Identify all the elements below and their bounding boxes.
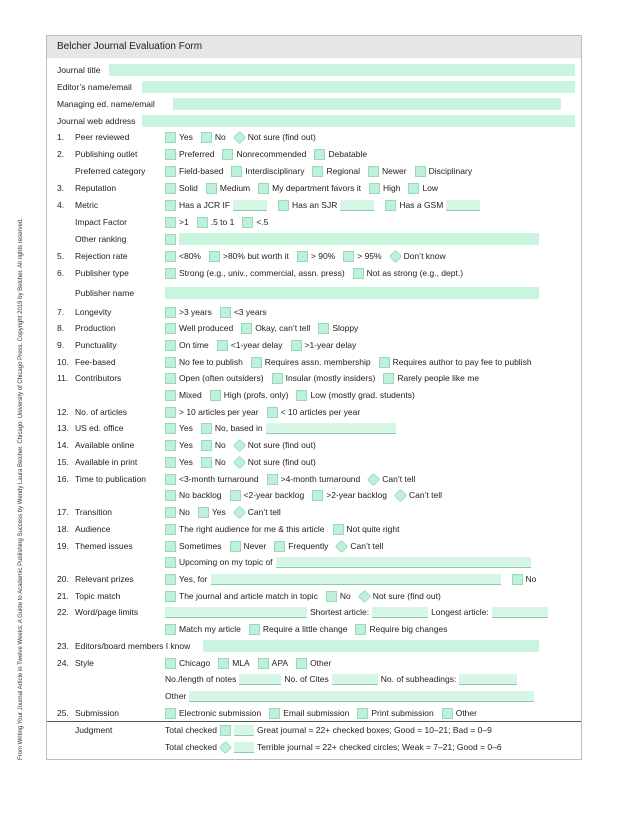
checkbox[interactable] [415,166,426,177]
option-label: >4-month turnaround [280,474,361,484]
option-label: Frequently [288,541,329,551]
row-label: Preferred category [75,166,146,176]
option-label: Field-based [179,166,224,176]
checkbox[interactable] [218,658,229,669]
option-label: Yes [179,423,193,433]
checkbox[interactable] [297,251,308,262]
checkbox[interactable] [231,166,242,177]
row-label: Available online [75,440,135,450]
option-label: Has an SJR [292,200,338,210]
checkbox[interactable] [165,323,176,334]
option-label: >1 [179,217,189,227]
row-style-2 [47,671,581,687]
row-label: Audience [75,524,111,534]
journal-title-input[interactable] [109,64,575,76]
checkbox[interactable] [197,217,208,228]
option-label: Interdisciplinary [245,166,305,176]
row-label: Publisher type [75,268,129,278]
option-label: .5 to 1 [210,217,235,227]
option-label: Can’t tell [382,474,416,484]
option-label: Requires author to pay fee to publish [392,357,532,367]
checkbox[interactable] [206,183,217,194]
option-label: Strong (e.g., univ., commercial, assn. press) [179,268,345,278]
checkbox[interactable] [312,490,323,501]
circle-checkbox[interactable] [233,455,246,468]
score-legend: Great journal = 22+ checked boxes; Good = 10–21; Bad = 0–9 [256,725,492,735]
row-label: Word/page limits [75,607,139,617]
option-label: Other [310,658,332,668]
option-label: MLA [232,658,250,668]
row-label: Topic match [75,591,121,601]
option-label: Don’t know [403,251,446,261]
option-label: Chicago [179,658,211,668]
row-number: 9. [57,340,65,350]
form-header [47,36,581,58]
editors-board-input[interactable] [203,640,539,652]
option-label: > 10 articles per year [179,407,259,417]
checkbox[interactable] [512,574,523,585]
row-label: US ed. office [75,423,124,433]
row-number: 8. [57,323,65,333]
row-number: 22. [57,607,69,617]
checkbox[interactable] [442,708,453,719]
option-label: Require big changes [369,624,448,634]
row-style-3 [47,688,581,704]
option-label: Print submission [371,708,434,718]
row-number: 11. [57,373,69,383]
option-label: <2-year backlog [243,490,305,500]
row-number: 16. [57,474,69,484]
row-number: 15. [57,457,69,467]
checkbox[interactable] [165,200,176,211]
total-label: Total checked [165,725,217,735]
option-label: Not as strong (e.g., dept.) [366,268,464,278]
checkbox[interactable] [326,591,337,602]
checkbox[interactable] [165,307,176,318]
option-label: Can’t tell [247,507,281,517]
option-label: No [339,591,351,601]
blank-input[interactable] [459,674,517,685]
circle-checkbox[interactable] [233,505,246,518]
editor-input[interactable] [142,81,575,93]
blank-input[interactable] [332,674,378,685]
blank-input[interactable] [189,691,534,702]
row-number: 17. [57,507,69,517]
option-label: Disciplinary [428,166,473,176]
option-label: >1-year delay [304,340,357,350]
checkbox[interactable] [201,457,212,468]
row-other-ranking [47,231,581,247]
option-label: Open (often outsiders) [179,373,264,383]
option-label: Longest article: [431,607,489,617]
checkbox[interactable] [230,541,241,552]
option-label: Yes [179,440,193,450]
checkbox[interactable] [165,217,176,228]
option-label: Other [455,708,477,718]
checkbox[interactable] [258,183,269,194]
checkbox[interactable] [165,541,176,552]
option-label: No. of subheadings: [380,674,457,684]
row-number: 13. [57,423,69,433]
total-label: Total checked [165,742,217,752]
checkbox[interactable] [165,340,176,351]
circle-checkbox [219,740,232,753]
checkbox[interactable] [165,507,176,518]
checkbox[interactable] [201,440,212,451]
option-label: Shortest article: [310,607,370,617]
option-label: No [525,574,537,584]
row-label: Production [75,323,116,333]
option-label: On time [179,340,209,350]
option-label: No. of Cites [284,674,329,684]
option-label: No backlog [179,490,222,500]
row-label: Publisher name [75,288,135,298]
checkbox[interactable] [242,217,253,228]
option-label: Never [243,541,267,551]
checkbox[interactable] [272,373,283,384]
circle-checkbox[interactable] [233,438,246,451]
row-themed-issues-2 [47,554,581,570]
option-label: Other [165,691,187,701]
checkbox[interactable] [296,390,307,401]
checkbox[interactable] [165,574,176,585]
checkbox[interactable] [251,357,262,368]
row-label: Contributors [75,373,122,383]
row-label: Submission [75,708,119,718]
row-number: 3. [57,183,65,193]
checkbox[interactable] [368,166,379,177]
option-label: No [214,440,226,450]
checkbox[interactable] [278,200,289,211]
option-label: Not sure (find out) [372,591,441,601]
checkbox[interactable] [165,624,176,635]
checkbox[interactable] [198,507,209,518]
checkbox[interactable] [165,166,176,177]
checkbox [220,725,231,736]
checkbox[interactable] [165,407,176,418]
checkbox[interactable] [165,234,176,245]
row-number: 24. [57,658,69,668]
row-word-page-limits [47,604,581,620]
option-label: Low [422,183,439,193]
checkbox[interactable] [355,624,366,635]
other-ranking-input[interactable] [179,233,539,245]
option-label: Debatable [328,149,368,159]
option-label: No fee to publish [179,357,243,367]
option-label: No./length of notes [165,674,237,684]
option-label: Yes [211,507,226,517]
row-number: 14. [57,440,69,450]
checkbox[interactable] [201,132,212,143]
checkbox[interactable] [209,251,220,262]
circle-checkbox[interactable] [388,249,401,262]
option-label: Can’t tell [350,541,384,551]
option-label: Insular (mostly insiders) [285,373,376,383]
web-row [47,113,581,129]
checkbox[interactable] [408,183,419,194]
row-label: Style [75,658,94,668]
checkbox[interactable] [267,407,278,418]
option-label: Yes [179,457,193,467]
option-label: Require a little change [262,624,348,634]
row-editors-board [47,638,581,654]
row-publisher-name [47,285,581,301]
blank-input[interactable] [233,200,267,211]
checkbox[interactable] [258,658,269,669]
row-submission [47,705,581,722]
checkbox[interactable] [249,624,260,635]
score-legend: Terrible journal = 22+ checked circles; Weak = 7–21; Good = 0–6 [256,742,502,752]
checkbox[interactable] [165,490,176,501]
blank-input[interactable] [276,557,531,568]
option-label: <3 years [233,307,267,317]
row-label: Time to publication [75,474,147,484]
option-label: < 10 articles per year [280,407,361,417]
row-label: Publishing outlet [75,149,138,159]
option-label: > 95% [357,251,382,261]
publisher-name-input[interactable] [165,287,539,299]
checkbox[interactable] [220,307,231,318]
checkbox[interactable] [165,457,176,468]
row-label: Peer reviewed [75,132,130,142]
checkbox[interactable] [165,183,176,194]
checkbox[interactable] [274,541,285,552]
form-title: Belcher Journal Evaluation Form [57,41,203,52]
option-label: Regional [326,166,361,176]
evaluation-form [46,35,582,760]
web-input[interactable] [142,115,575,127]
row-number: 18. [57,524,69,534]
option-label: Sometimes [179,541,222,551]
checkbox[interactable] [165,423,176,434]
checkbox[interactable] [269,708,280,719]
option-label: Not quite right [346,524,400,534]
row-number: 21. [57,591,69,601]
option-label: Not sure (find out) [247,457,316,467]
row-label: Transition [75,507,113,517]
row-label: No. of articles [75,407,127,417]
option-label: >2-year backlog [326,490,387,500]
checkbox[interactable] [165,357,176,368]
checkbox[interactable] [165,658,176,669]
option-label: Yes [179,132,193,142]
option-label: Yes, for [179,574,208,584]
option-label: No [214,132,226,142]
row-label: Impact Factor [75,217,127,227]
checkbox[interactable] [165,591,176,602]
checkbox[interactable] [314,149,325,160]
row-number: 1. [57,132,65,142]
row-number: 10. [57,357,69,367]
row-number: 12. [57,407,69,417]
row-number: 7. [57,307,65,317]
checkbox[interactable] [318,323,329,334]
option-label: APA [271,658,289,668]
row-label: Rejection rate [75,251,128,261]
web-label: Journal web address [57,116,136,126]
option-label: Solid [179,183,198,193]
row-number: 4. [57,200,65,210]
total-input[interactable] [234,725,254,736]
row-number: 25. [57,708,69,718]
option-label: The journal and article match in topic [179,591,318,601]
row-label: Themed issues [75,541,133,551]
option-label: >3 years [179,307,212,317]
option-label: High [382,183,401,193]
option-label: Well produced [179,323,234,333]
blank-input[interactable] [211,574,501,585]
option-label: Newer [382,166,407,176]
checkbox[interactable] [165,149,176,160]
option-label: Can’t tell [408,490,443,500]
row-label: Judgment [75,725,113,735]
option-label: <80% [179,251,201,261]
checkbox[interactable] [165,708,176,719]
row-number: 20. [57,574,69,584]
circle-checkbox[interactable] [394,488,407,501]
option-label: The right audience for me & this article [179,524,325,534]
row-label: Longevity [75,307,112,317]
option-label: Has a GSM [399,200,444,210]
checkbox[interactable] [241,323,252,334]
row-label: Punctuality [75,340,117,350]
option-label: Low (mostly grad. students) [310,390,415,400]
row-label: Available in print [75,457,138,467]
editor-label: Editor’s name/email [57,82,132,92]
checkbox[interactable] [379,357,390,368]
journal-title-row [47,62,581,78]
checkbox[interactable] [230,490,241,501]
checkbox[interactable] [165,474,176,485]
checkbox[interactable] [222,149,233,160]
managing-label: Managing ed. name/email [57,99,155,109]
total-input[interactable] [234,742,254,753]
row-label: Fee-based [75,357,116,367]
checkbox[interactable] [383,373,394,384]
blank-input[interactable] [165,607,307,618]
option-label: Has a JCR IF [179,200,231,210]
option-label: Not sure (find out) [247,132,316,142]
option-label: Requires assn. membership [264,357,371,367]
checkbox[interactable] [165,440,176,451]
row-relevant-prizes [47,571,581,587]
row-number: 19. [57,541,69,551]
option-label: High (profs. only) [223,390,289,400]
checkbox[interactable] [165,390,176,401]
option-label: >80% but worth it [222,251,289,261]
option-label: Not sure (find out) [247,440,316,450]
circle-checkbox[interactable] [335,539,348,552]
checkbox[interactable] [333,524,344,535]
checkbox[interactable] [165,132,176,143]
option-label: No, based in [214,423,263,433]
row-number: 6. [57,268,65,278]
option-label: Sloppy [332,323,359,333]
checkbox[interactable] [369,183,380,194]
checkbox[interactable] [165,557,176,568]
option-label: No [179,507,190,517]
copyright-credit: From Writing Your Journal Article in Twelve Weeks: A Guide to Academic Publishing Success by Wendy Laura Belcher. Chicago: University of Chicago Press. Copyright 2019 by Belcher. All rights reserved. [18,218,24,760]
option-label: Mixed [179,390,202,400]
checkbox[interactable] [165,251,176,262]
option-label: Preferred [179,149,215,159]
checkbox[interactable] [385,200,396,211]
row-number: 2. [57,149,65,159]
checkbox[interactable] [296,658,307,669]
checkbox[interactable] [165,373,176,384]
row-number: 5. [57,251,65,261]
checkbox[interactable] [165,268,176,279]
blank-input[interactable] [266,423,396,434]
checkbox[interactable] [291,340,302,351]
blank-input[interactable] [239,674,281,685]
row-label: Reputation [75,183,117,193]
blank-input[interactable] [446,200,480,211]
checkbox[interactable] [165,524,176,535]
option-label: My department favors it [272,183,361,193]
option-label: Medium [219,183,251,193]
option-label: Match my article [179,624,241,634]
checkbox[interactable] [217,340,228,351]
row-label: Other ranking [75,234,127,244]
blank-input[interactable] [492,607,548,618]
option-label: Electronic submission [179,708,262,718]
row-label: Editors/board members I know [75,641,191,651]
circle-checkbox[interactable] [367,472,380,485]
option-label: No [214,457,226,467]
checkbox[interactable] [312,166,323,177]
row-label: Metric [75,200,99,210]
option-label: Rarely people like me [397,373,480,383]
circle-checkbox[interactable] [358,589,371,602]
option-label: <3-month turnaround [179,474,259,484]
option-label: <1-year delay [230,340,283,350]
editor-row [47,79,581,95]
checkbox[interactable] [267,474,278,485]
option-label: Nonrecommended [236,149,307,159]
checkbox[interactable] [343,251,354,262]
option-label: Upcoming on my topic of [179,557,273,567]
blank-input[interactable] [372,607,428,618]
blank-input[interactable] [340,200,374,211]
checkbox[interactable] [353,268,364,279]
row-number: 23. [57,641,69,651]
option-label: <.5 [256,217,269,227]
checkbox[interactable] [210,390,221,401]
option-label: Okay, can’t tell [255,323,311,333]
option-label: > 90% [310,251,336,261]
checkbox[interactable] [201,423,212,434]
managing-input[interactable] [173,98,561,110]
checkbox[interactable] [357,708,368,719]
circle-checkbox[interactable] [233,130,246,143]
journal-title-label: Journal title [57,65,101,75]
row-label: Relevant prizes [75,574,134,584]
option-label: Email submission [283,708,350,718]
managing-row [47,96,581,112]
